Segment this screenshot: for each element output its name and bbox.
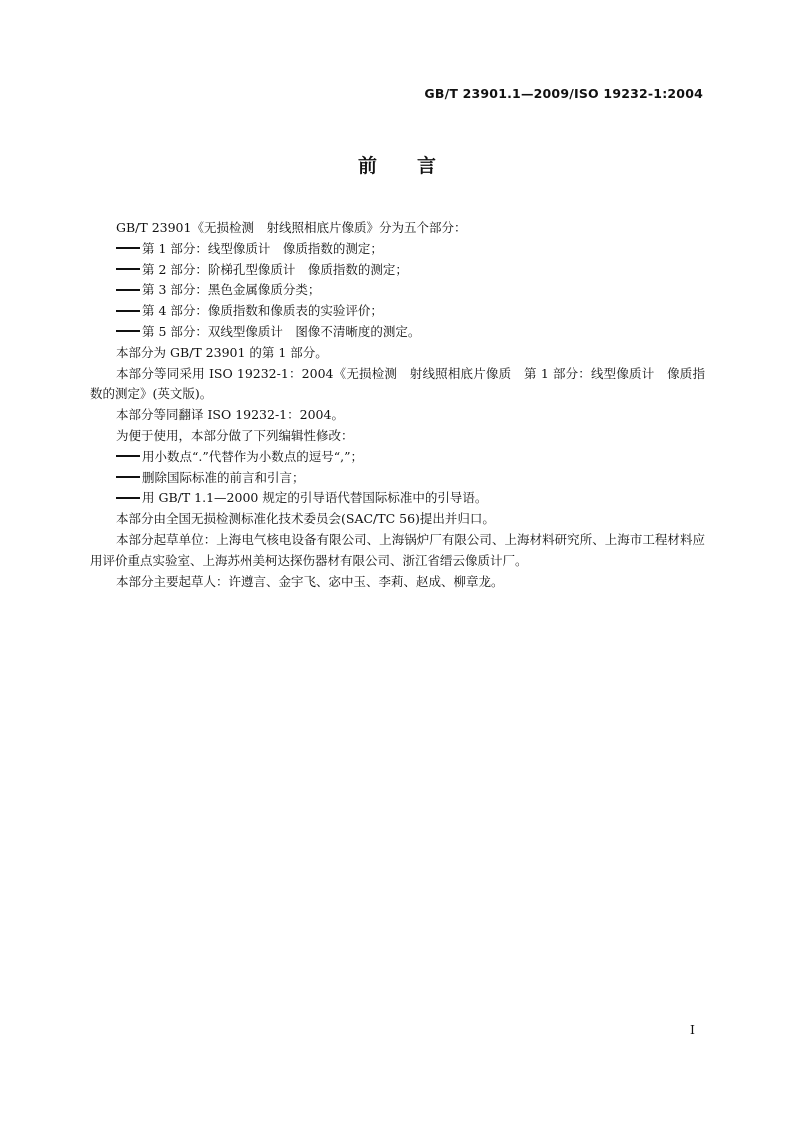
standard-code-header: GB/T 23901.1—2009/ISO 19232-1:2004 <box>424 86 703 101</box>
part-list-item <box>90 301 705 322</box>
foreword-paragraph <box>90 364 705 406</box>
dash-mark <box>116 310 140 312</box>
dash-mark <box>116 268 140 270</box>
foreword-body <box>90 218 705 592</box>
paragraph-text: 第 4 部分：像质指数和像质表的实验评价； <box>142 303 383 319</box>
dash-mark <box>116 289 140 291</box>
page-title <box>0 151 794 178</box>
paragraph-text: 删除国际标准的前言和引言； <box>142 469 305 485</box>
foreword-paragraph <box>90 218 705 239</box>
paragraph-text: 本部分起草单位：上海电气核电设备有限公司、上海锅炉厂有限公司、上海材料研究所、上海市工程材料应用评价重点实验室、上海苏州美柯达探伤器材有限公司、浙江省缙云像质计厂。 <box>90 531 705 568</box>
foreword-paragraph <box>90 343 705 364</box>
part-list-item <box>90 239 705 260</box>
paragraph-text: 第 5 部分：双线型像质计 图像不清晰度的测定。 <box>142 323 421 339</box>
foreword-paragraph <box>90 530 705 572</box>
paragraph-text: 用小数点“.”代替作为小数点的逗号“,”； <box>142 448 364 464</box>
modification-list-item <box>90 468 705 489</box>
paragraph-text: 本部分等同翻译 ISO 19232-1：2004。 <box>116 407 344 423</box>
paragraph-text: 用 GB/T 1.1—2000 规定的引导语代替国际标准中的引导语。 <box>142 490 488 506</box>
foreword-paragraph <box>90 509 705 530</box>
page-title-char-2: 言 <box>417 155 437 177</box>
dash-mark <box>116 497 140 499</box>
foreword-paragraph <box>90 405 705 426</box>
paragraph-text: 本部分等同采用 ISO 19232-1：2004《无损检测 射线照相底片像质 第 1 部分：线型像质计 像质指数的测定》(英文版)。 <box>90 365 705 402</box>
paragraph-text: 本部分为 GB/T 23901 的第 1 部分。 <box>116 344 328 360</box>
dash-mark <box>116 330 140 332</box>
foreword-paragraph <box>90 426 705 447</box>
paragraph-text: 为便于使用，本部分做了下列编辑性修改： <box>116 427 354 443</box>
paragraph-text: 第 2 部分：阶梯孔型像质计 像质指数的测定； <box>142 261 408 277</box>
paragraph-text: 第 1 部分：线型像质计 像质指数的测定； <box>142 240 383 256</box>
paragraph-text: 本部分由全国无损检测标准化技术委员会(SAC/TC 56)提出并归口。 <box>116 511 495 527</box>
part-list-item <box>90 260 705 281</box>
modification-list-item <box>90 447 705 468</box>
dash-mark <box>116 476 140 478</box>
dash-mark <box>116 247 140 249</box>
part-list-item <box>90 322 705 343</box>
paragraph-text: 本部分主要起草人：许遵言、金宇飞、宓中玉、李莉、赵成、柳章龙。 <box>116 573 504 589</box>
foreword-paragraph <box>90 572 705 593</box>
dash-mark <box>116 455 140 457</box>
paragraph-text: 第 3 部分：黑色金属像质分类； <box>142 282 321 298</box>
page-title-char-1: 前 <box>357 155 377 177</box>
part-list-item <box>90 280 705 301</box>
page-number: I <box>690 1022 695 1037</box>
modification-list-item <box>90 488 705 509</box>
paragraph-text: GB/T 23901《无损检测 射线照相底片像质》分为五个部分： <box>116 220 467 235</box>
